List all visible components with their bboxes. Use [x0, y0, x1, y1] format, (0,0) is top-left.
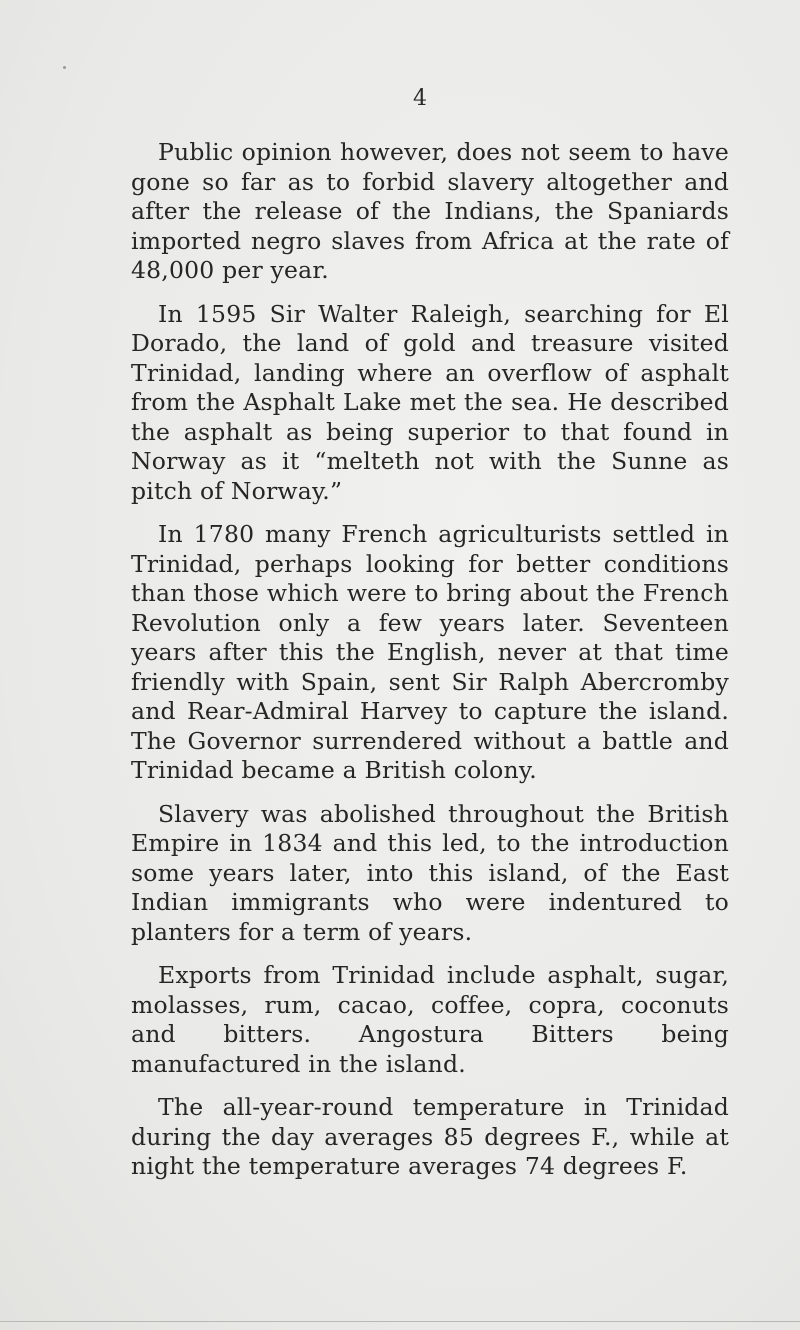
paragraph-abolition: Slavery was abolished throughout the British Empire in 1834 and this led, to the introduction some years later, into this island, of the East Indian immigrants who were indentured to planters for a term of years. [131, 799, 729, 946]
paragraph-slavery-opinion: Public opinion however, does not seem to have gone so far as to forbid slavery altogether and after the release of the Indians, the Spaniards imported negro slaves from Africa at the rate of 48,000 per year. [131, 138, 729, 284]
paragraph-temperature: The all-year-round temperature in Trinidad during the day averages 85 degrees F., while at night the temperature averages 74 degrees F. [131, 1093, 729, 1180]
page-bottom-edge [0, 1321, 800, 1322]
paragraph-french-settlers: In 1780 many French agriculturists settled in Trinidad, perhaps looking for better conditions than those which were to bring about the French Revolution only a few years later. Seventeen years after this the English, never at that time friendly with Spain, sent Sir Ralph Abercromby and Rear-Admiral Harvey to capture the island. The Governor surrendered without a battle and Trinidad became a British colony. [131, 520, 729, 784]
paper-speck [63, 66, 66, 69]
paragraph-exports: Exports from Trinidad include asphalt, sugar, molasses, rum, cacao, coffee, copra, coconuts and bitters. Angostura Bitters being manufactured in the island. [131, 961, 729, 1078]
body-text [131, 138, 729, 1196]
page-number: 4 [413, 86, 427, 111]
paragraph-raleigh: In 1595 Sir Walter Raleigh, searching for El Dorado, the land of gold and treasure visited Trinidad, landing where an overflow of asphalt from the Asphalt Lake met the sea. He described the asphalt as being superior to that found in Norway as it “melteth not with the Sunne as pitch of Norway.” [131, 299, 729, 505]
